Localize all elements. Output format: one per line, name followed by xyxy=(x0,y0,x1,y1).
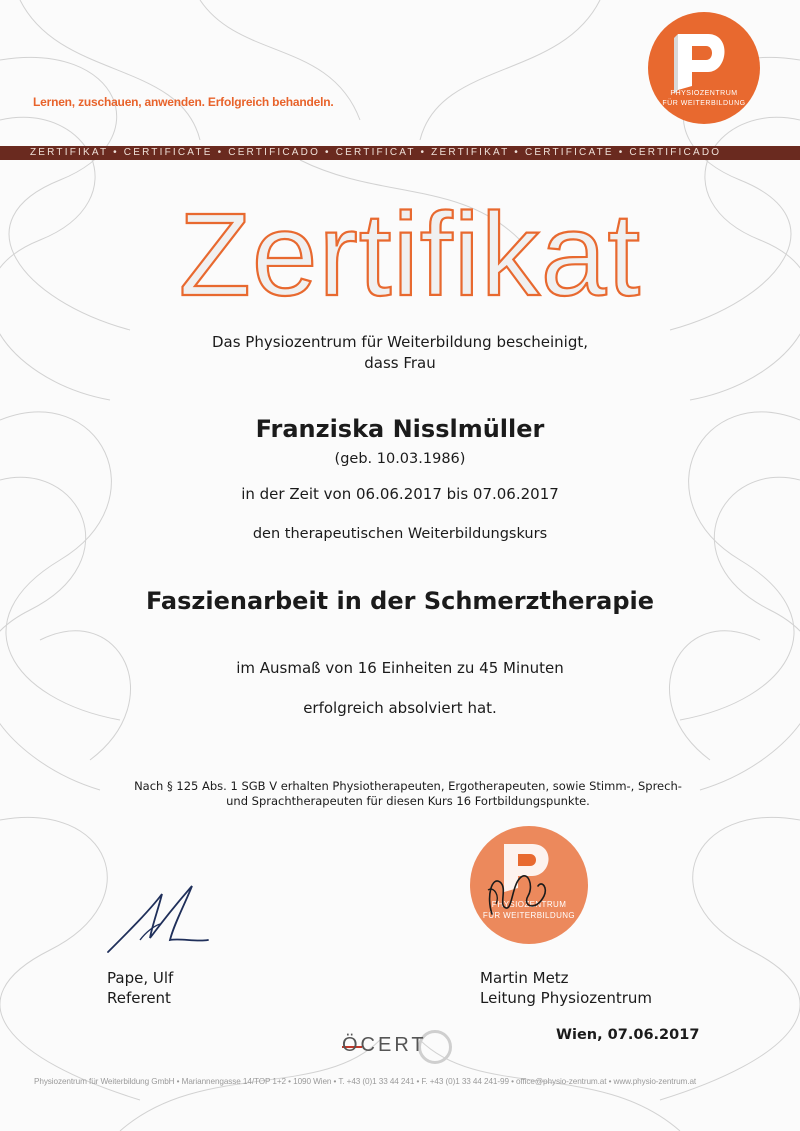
signature-left xyxy=(100,880,215,960)
footer-contact: Physiozentrum für Weiterbildung GmbH • Mariannengasse 14/TOP 1+2 • 1090 Wien • T. +43 (0)1 33 44 241 • F. +43 (0)1 33 44 241-99 • office@physio-zentrum.at • www.physio-zentrum.at xyxy=(34,1077,697,1086)
right-signer-role: Leitung Physiozentrum xyxy=(480,989,653,1007)
place-date: Wien, 07.06.2017 xyxy=(556,1027,700,1043)
left-signer-role: Referent xyxy=(107,989,171,1007)
course-label: den therapeutischen Weiterbildungskurs xyxy=(252,526,548,542)
fortbildung-note xyxy=(108,779,708,809)
recipient-name: Franziska Nisslmüller xyxy=(255,415,545,443)
band-text: ZERTIFIKAT • CERTIFICATE • CERTIFICADO • CERTIFICAT • ZERTIFIKAT • CERTIFICATE • CERTIFICADO xyxy=(30,147,722,158)
signature-right xyxy=(478,856,558,926)
left-signer-name: Pape, Ulf xyxy=(107,969,174,987)
course-title: Faszienarbeit in der Schmerztherapie xyxy=(145,587,655,615)
logo-line2: FÜR WEITERBILDUNG xyxy=(662,100,746,107)
stamp-line2: FÜR WEITERBILDUNG xyxy=(482,911,576,920)
note-line2: und Sprachtherapeuten für diesen Kurs 16 Fortbildungspunkte. xyxy=(226,794,590,808)
course-period: in der Zeit von 06.06.2017 bis 07.06.2017 xyxy=(241,485,559,503)
intro-line2: dass Frau xyxy=(364,354,436,372)
tagline: Lernen, zuschauen, anwenden. Erfolgreich behandeln. xyxy=(33,95,334,109)
title-text: Zertifikat xyxy=(178,190,642,320)
oecert-label: ÖCERT xyxy=(342,1034,427,1056)
right-signer-name: Martin Metz xyxy=(480,969,569,987)
physiozentrum-logo xyxy=(648,12,760,124)
birth-date: (geb. 10.03.1986) xyxy=(334,451,466,467)
intro-text xyxy=(0,332,800,374)
certificate-title xyxy=(140,190,680,320)
intro-line1: Das Physiozentrum für Weiterbildung bescheinigt, xyxy=(211,333,589,351)
stamp-line1: PHYSIOZENTRUM xyxy=(491,900,567,909)
note-line1: Nach § 125 Abs. 1 SGB V erhalten Physiotherapeuten, Ergotherapeuten, sowie Stimm-, Sprech- xyxy=(134,779,682,793)
logo-line1: PHYSIOZENTRUM xyxy=(670,90,738,97)
right-signer xyxy=(480,968,652,1008)
course-extent: im Ausmaß von 16 Einheiten zu 45 Minuten xyxy=(236,659,564,677)
logo-p-icon xyxy=(648,12,760,124)
left-signer xyxy=(107,968,173,1008)
course-result: erfolgreich absolviert hat. xyxy=(303,699,497,717)
